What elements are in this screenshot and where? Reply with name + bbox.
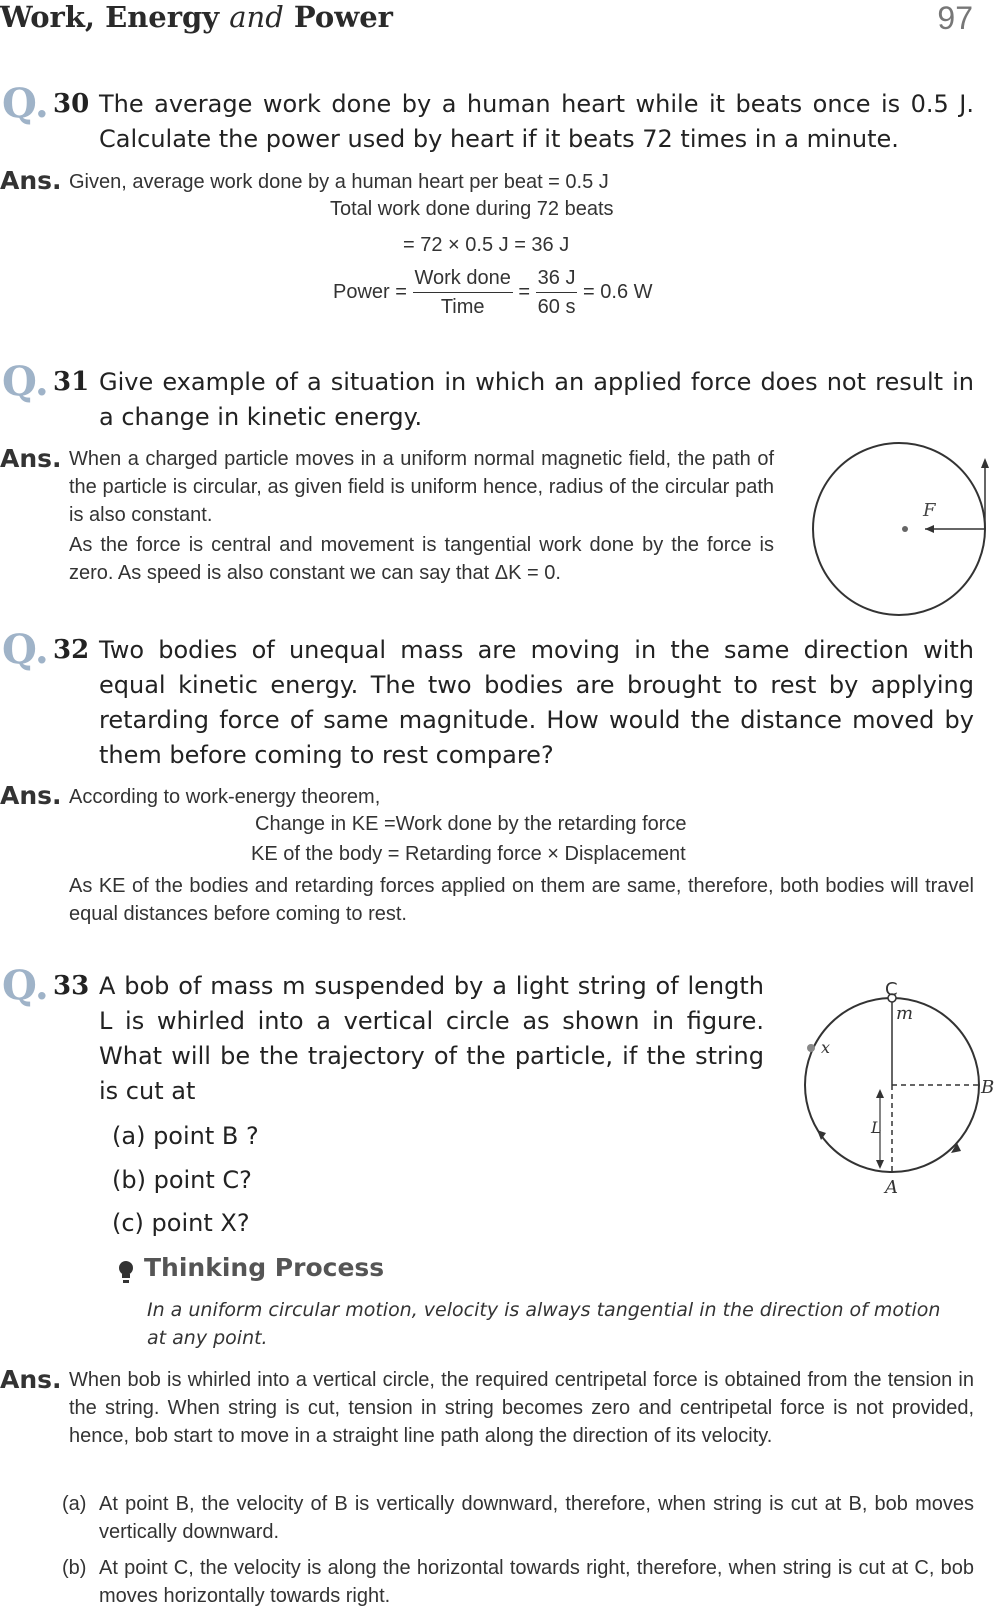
q32-number: 32 xyxy=(53,635,90,665)
q30-calc: = 72 × 0.5 J = 36 J xyxy=(403,234,570,256)
q30-total-work: Total work done during 72 beats xyxy=(330,198,614,220)
q30-given: Given, average work done by a human heart per beat = 0.5 J xyxy=(69,171,609,193)
label-l: L xyxy=(871,1118,882,1137)
ans-label: Ans. xyxy=(0,444,62,473)
q33-answer-b-label: (b) xyxy=(62,1557,87,1579)
q32-para: As KE of the bodies and retarding forces applied on them are same, therefore, both bodies will travel equal distances before coming to rest. xyxy=(69,875,974,925)
q31-number: 31 xyxy=(53,367,90,397)
label-m: m xyxy=(896,1003,914,1024)
q32-line2: Change in KE =Work done by the retarding force xyxy=(255,813,687,835)
thinking-process-text: In a uniform circular motion, velocity is always tangential in the direction of motion at any point. xyxy=(147,1299,941,1349)
q32-line1: According to work-energy theorem, xyxy=(69,786,381,808)
thinking-process-title: Thinking Process xyxy=(144,1253,385,1282)
q-mark: Q. xyxy=(2,358,49,405)
power-result: = 0.6 W xyxy=(583,280,653,303)
power-label: Power = xyxy=(333,280,407,303)
q33-option-c: (c) point X? xyxy=(112,1209,250,1237)
fraction-values: $\frac{36 J}{60 s}$ xyxy=(536,264,578,321)
q31-question: Give example of a situation in which an applied force does not result in a change in kinetic energy. xyxy=(99,368,974,431)
q33-answer-a-label: (a) xyxy=(62,1493,87,1515)
fraction-work-time: $\frac{\text{Work done}}{\text{Time}}$ xyxy=(413,264,513,321)
q33-option-b: (b) point C? xyxy=(112,1166,252,1194)
point-x-dot xyxy=(807,1044,815,1052)
q-mark: Q. xyxy=(2,626,49,673)
ans-label: Ans. xyxy=(0,166,62,195)
label-x: x xyxy=(821,1038,831,1057)
q30-question: The average work done by a human heart while it beats once is 0.5 J. Calculate the power used by heart if it beats 72 times in a minute. xyxy=(99,90,974,153)
q33-para: When bob is whirled into a vertical circle, the required centripetal force is obtained from the tension in the string. When string is cut, tension in string becomes zero and centripetal force is not provided, hence, bob start to move in a straight line path along the direction of its velocity. xyxy=(69,1369,974,1447)
force-label: F xyxy=(923,500,936,521)
q30-power-eq: Power = $\frac{\text{Work done}}{\text{Time}}$ = $\frac{36 J}{60 s}$ = 0.6 W xyxy=(333,264,653,321)
title-part-1: Work, Energy xyxy=(0,0,230,34)
lightbulb-icon xyxy=(116,1258,138,1290)
q32-question: Two bodies of unequal mass are moving in the same direction with equal kinetic energy. The two bodies are brought to rest by applying retarding force of same magnitude. How would the distance moved by them before coming to rest compare? xyxy=(99,636,974,769)
center-dot xyxy=(902,526,908,532)
q33-number: 33 xyxy=(53,971,90,1001)
q33-option-a: (a) point B ? xyxy=(112,1122,259,1150)
q33-question: A bob of mass m suspended by a light string of length L is whirled into a vertical circle as shown in figure. What will be the trajectory of the particle, if the string is cut at xyxy=(99,972,764,1105)
q31-para1: When a charged particle moves in a uniform normal magnetic field, the path of the particle is circular, as given field is uniform hence, radius of the circular path is also constant. xyxy=(69,448,774,526)
page-number: 97 xyxy=(937,0,973,36)
q33-answer-b: At point C, the velocity is along the horizontal towards right, therefore, when string is cut at C, bob moves horizontally towards right. xyxy=(99,1557,974,1607)
vertical-circle-figure xyxy=(793,975,999,1200)
chapter-title xyxy=(0,0,393,34)
label-c: C xyxy=(885,979,898,1000)
ans-label: Ans. xyxy=(0,781,62,810)
q-mark: Q. xyxy=(2,962,49,1009)
q30-number: 30 xyxy=(53,89,90,119)
q-mark: Q. xyxy=(2,80,49,127)
q32-line3: KE of the body = Retarding force × Displacement xyxy=(251,843,686,865)
q31-para2: As the force is central and movement is tangential work done by the force is zero. As speed is also constant we can say that ΔK = 0. xyxy=(69,534,774,584)
label-a: A xyxy=(885,1177,898,1198)
ans-label: Ans. xyxy=(0,1365,62,1394)
magnetic-field-circle-figure xyxy=(808,438,998,622)
q33-answer-a: At point B, the velocity of B is vertically downward, therefore, when string is cut at B, bob moves vertically downward. xyxy=(99,1493,974,1543)
title-part-3: Power xyxy=(283,0,393,34)
label-b: B xyxy=(981,1077,995,1098)
title-part-2: and xyxy=(229,0,284,34)
